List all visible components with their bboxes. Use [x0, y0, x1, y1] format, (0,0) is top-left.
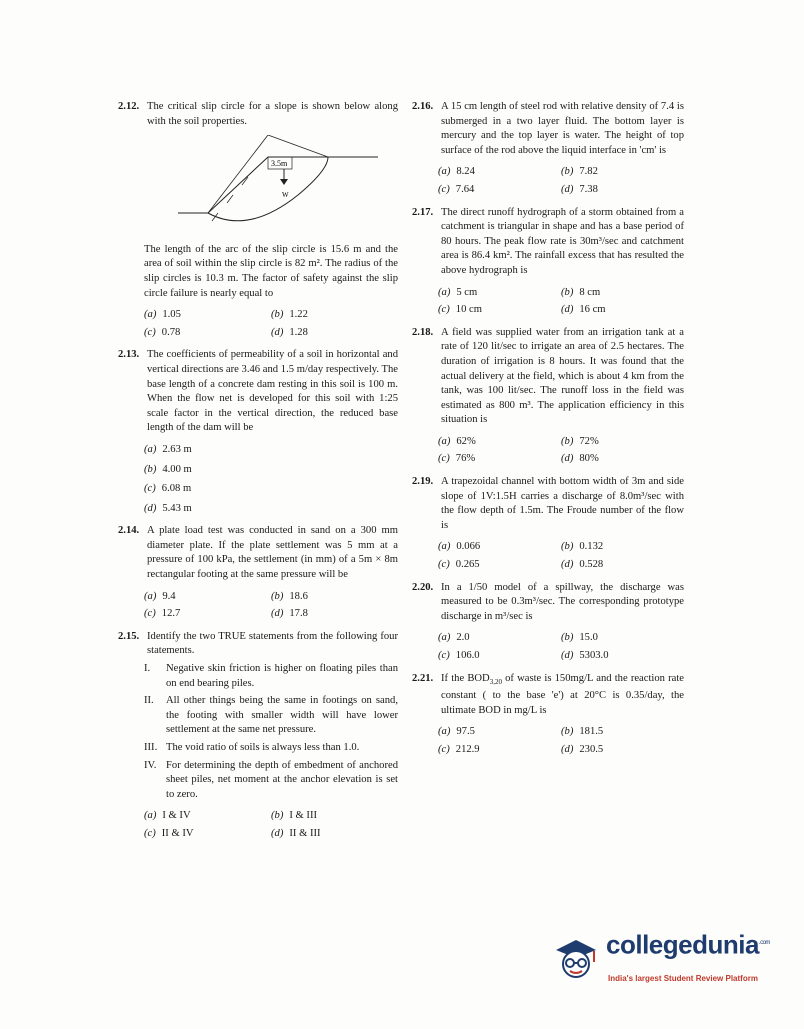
weight-label: W	[282, 191, 289, 200]
option-value: 97.5	[456, 726, 475, 738]
option-value: 1.22	[289, 309, 308, 321]
option-label: (b)	[561, 726, 574, 738]
question-2-20	[412, 581, 684, 664]
statement-number: I.	[144, 663, 151, 675]
statement-i	[144, 662, 398, 691]
radius-line-1	[208, 135, 268, 213]
option-value: 12.7	[161, 608, 181, 620]
option-d[interactable]	[561, 558, 684, 573]
option-c[interactable]	[144, 326, 271, 341]
slip-circle-figure	[178, 135, 378, 225]
option-label: (c)	[438, 183, 450, 195]
option-label: (a)	[438, 286, 451, 298]
question-2-21	[412, 672, 684, 758]
question-text: The critical slip circle for a slope is shown below along with the soil properties.	[147, 101, 398, 127]
option-label: (a)	[144, 443, 157, 455]
question-text: Identify the two TRUE statements from the following four statements.	[147, 630, 398, 657]
question-2-13	[118, 348, 398, 516]
question-text: A 15 cm length of steel rod with relative density of 7.4 is submerged in a two layer fluid. The bottom layer is mercury and the top layer is water. The height of top surface of the rod above the liquid interface in 'cm' is	[441, 101, 684, 156]
option-c[interactable]	[144, 827, 271, 842]
option-label: (b)	[561, 435, 574, 447]
question-text: A plate load test was conducted in sand on a 300 mm diameter plate. If the plate settlement was 5 mm at a pressure of 100 kPa, the settlement (in mm) of a 5m × 8m rectangular footing at the same pressure will be	[147, 525, 398, 581]
statement-number: III.	[144, 742, 158, 753]
option-label: (c)	[144, 326, 156, 338]
options-grid	[144, 590, 398, 622]
option-label: (c)	[438, 559, 450, 571]
question-text: The coefficients of permeability of a soil in horizontal and vertical directions are 3.46 and 1.5 m/day respectively. The base length of a concrete dam resting in this soil is 100 m. When the flow net is developed for this soil with 1:25 scale factor in the vertical direction, the reduced base length of the dam will be	[147, 349, 398, 434]
option-a[interactable]	[144, 443, 398, 458]
option-value: 80%	[579, 453, 599, 465]
question-number: 2.17.	[412, 206, 434, 218]
option-label: (d)	[271, 608, 284, 620]
option-label: (c)	[438, 453, 450, 465]
option-label: (d)	[561, 559, 574, 571]
option-value: I & III	[289, 810, 318, 822]
option-value: 5.43 m	[162, 502, 192, 514]
statement-number: IV.	[144, 759, 157, 771]
option-value: 76%	[455, 453, 476, 465]
option-label: (c)	[438, 744, 450, 756]
statement-text: All other things being the same in footings on sand, the footing with smaller width will have lower settlement at the same net pressure.	[166, 695, 398, 736]
collegedunia-logo[interactable]	[548, 930, 778, 990]
left-column	[118, 100, 398, 850]
option-c[interactable]	[144, 482, 398, 497]
brand-tagline: India's largest Student Review Platform	[608, 974, 758, 983]
option-b[interactable]	[271, 308, 398, 323]
question-text	[441, 672, 684, 719]
option-label: (a)	[144, 309, 157, 321]
option-value: 230.5	[579, 744, 604, 756]
option-label: (b)	[271, 590, 284, 602]
option-value: 17.8	[289, 608, 308, 620]
option-value: 6.08 m	[161, 483, 192, 495]
options-grid	[438, 165, 684, 197]
option-label: (d)	[561, 650, 574, 661]
option-value: 0.066	[456, 541, 481, 553]
option-value: 5303.0	[579, 650, 609, 661]
option-d[interactable]	[144, 502, 398, 517]
option-value: 16 cm	[579, 304, 606, 316]
option-label: (d)	[271, 827, 284, 839]
option-c[interactable]	[438, 452, 561, 467]
option-b[interactable]	[561, 725, 684, 740]
option-label: (a)	[438, 166, 451, 178]
option-label: (d)	[561, 183, 574, 195]
option-d[interactable]	[561, 183, 684, 198]
option-value: 0.78	[161, 326, 181, 338]
question-text-start: If the BOD	[441, 672, 490, 684]
option-d[interactable]	[271, 326, 398, 341]
option-b[interactable]	[561, 435, 684, 450]
option-a[interactable]	[438, 540, 561, 555]
option-label: (a)	[438, 435, 451, 447]
option-d[interactable]	[561, 649, 684, 664]
option-label: (b)	[561, 286, 574, 298]
option-b[interactable]	[561, 165, 684, 180]
option-label: (c)	[144, 827, 156, 839]
question-number: 2.20.	[412, 581, 434, 593]
question-text-continued: The length of the arc of the slip circle is 15.6 m and the area of soil within the slip circle is 82 m². The radius of the slip circles is 10.3 m. The factor of safety against the slip circle failure is nearly equal to	[144, 243, 398, 299]
option-d[interactable]	[561, 303, 684, 318]
option-value: II & IV	[161, 827, 194, 839]
option-label: (b)	[144, 463, 157, 475]
question-number: 2.19.	[412, 476, 434, 488]
options-grid	[438, 286, 684, 318]
option-label: (d)	[561, 304, 574, 316]
option-label: (b)	[271, 309, 284, 321]
radius-line-2	[268, 135, 328, 157]
option-a[interactable]	[438, 435, 561, 450]
question-number: 2.18.	[412, 326, 434, 338]
question-number: 2.15.	[118, 630, 140, 642]
option-value: 7.82	[579, 166, 598, 178]
option-c[interactable]	[438, 743, 561, 758]
option-label: (a)	[144, 590, 157, 602]
statement-iv	[144, 759, 398, 803]
option-value: 0.132	[579, 541, 604, 553]
option-label: (a)	[438, 726, 451, 738]
option-label: (d)	[271, 326, 284, 338]
option-c[interactable]	[144, 607, 271, 622]
options-grid	[438, 725, 684, 757]
question-2-19	[412, 475, 684, 573]
statement-iii	[144, 741, 398, 756]
question-number: 2.21.	[412, 672, 434, 684]
option-value: 8 cm	[579, 286, 601, 298]
option-a[interactable]	[438, 631, 561, 646]
options-grid	[144, 308, 398, 340]
option-label: (d)	[561, 744, 574, 756]
option-value: 181.5	[579, 726, 604, 738]
brand-name-text: collegedunia	[606, 929, 759, 960]
question-text: A field was supplied water from an irrigation tank at a rate of 120 lit/sec to irrigate an area of 2.5 hectares. The duration of irrigation is 8 hours. It was found that the actual delivery at the field, which is about 4 km from the tank, was 100 lit/sec. The runoff loss in the field was estimated as 800 m³. The application efficiency in this situation is	[441, 326, 684, 426]
option-b[interactable]	[271, 590, 398, 605]
option-value: 8.24	[456, 166, 475, 178]
option-c[interactable]	[438, 558, 561, 573]
question-2-16	[412, 100, 684, 198]
statements-list	[144, 662, 398, 802]
height-label: 3.5m	[271, 159, 288, 169]
question-2-12	[118, 100, 398, 340]
question-number: 2.13.	[118, 349, 140, 361]
option-b[interactable]	[561, 286, 684, 301]
option-value: I & IV	[162, 810, 191, 822]
option-label: (c)	[438, 304, 450, 316]
option-value: 7.38	[579, 183, 598, 195]
option-value: 0.528	[579, 559, 604, 571]
option-label: (b)	[561, 166, 574, 178]
question-2-15	[118, 630, 398, 842]
hatch-2	[227, 195, 233, 203]
question-text: In a 1/50 model of a spillway, the discharge was measured to be 0.3m³/sec. The corresponding prototype discharge in m³/sec is	[441, 581, 684, 622]
slope-face-line	[208, 157, 268, 213]
statement-text: For determining the depth of embedment of anchored sheet piles, net moment at the anchor elevation is set to zero.	[166, 759, 398, 800]
option-c[interactable]	[438, 183, 561, 198]
option-value: 212.9	[455, 744, 480, 756]
right-column	[412, 100, 684, 766]
option-b[interactable]	[561, 631, 684, 646]
option-label: (d)	[144, 502, 157, 514]
option-b[interactable]	[271, 809, 398, 824]
option-a[interactable]	[438, 286, 561, 301]
options-grid	[438, 435, 684, 467]
option-value: 4.00 m	[162, 463, 192, 475]
question-2-17	[412, 206, 684, 318]
bod-subscript: 3,20	[489, 677, 502, 686]
option-d[interactable]	[561, 743, 684, 758]
option-value: 1.28	[289, 326, 308, 338]
option-label: (b)	[561, 632, 574, 644]
option-a[interactable]	[144, 308, 271, 323]
option-d[interactable]	[271, 827, 398, 842]
option-value: 62%	[456, 435, 476, 447]
option-a[interactable]	[144, 809, 271, 824]
option-a[interactable]	[144, 590, 271, 605]
option-c[interactable]	[438, 303, 561, 318]
mascot-icon	[548, 930, 604, 986]
option-value: 72%	[579, 435, 599, 447]
question-text: A trapezoidal channel with bottom width of 3m and side slope of 1V:1.5H carries a discharge of 8.0m³/sec with the flow depth of 1.5m. The Froude number of the flow is	[441, 476, 684, 531]
question-number: 2.14.	[118, 525, 140, 537]
question-text: The direct runoff hydrograph of a storm obtained from a catchment is triangular in shape and has a base period of 80 hours. The peak flow rate is 30m³/sec and catchment area is 86.4 km². The rainfall excess that has resulted the above hydrograph is	[441, 206, 684, 276]
option-d[interactable]	[561, 452, 684, 467]
option-label: (c)	[438, 650, 450, 661]
question-number: 2.16.	[412, 101, 434, 112]
option-value: 1.05	[162, 309, 181, 321]
option-label: (b)	[561, 541, 574, 553]
option-a[interactable]	[438, 725, 561, 740]
option-label: (c)	[144, 483, 156, 495]
option-label: (a)	[144, 810, 157, 822]
option-label: (c)	[144, 608, 156, 620]
option-value: 106.0	[455, 650, 480, 661]
brand-name	[606, 929, 770, 960]
option-b[interactable]	[561, 540, 684, 555]
statement-text: The void ratio of soils is always less than 1.0.	[166, 742, 360, 753]
statement-number: II.	[144, 695, 154, 707]
option-a[interactable]	[438, 165, 561, 180]
option-value: 18.6	[289, 590, 308, 602]
option-label: (a)	[438, 632, 451, 644]
question-number: 2.12.	[118, 101, 140, 112]
statement-ii	[144, 694, 398, 738]
option-label: (b)	[271, 810, 284, 822]
option-d[interactable]	[271, 607, 398, 622]
question-2-14	[118, 524, 398, 622]
question-text-end: of waste is 150mg/L and the reaction rate constant ( to the base 'e') at 20°C is 0.35/day, the ultimate BOD in mg/L is	[441, 672, 684, 716]
option-label: (a)	[438, 541, 451, 553]
options-grid	[438, 631, 684, 663]
option-value: 0.265	[455, 559, 480, 571]
question-2-18	[412, 326, 684, 467]
options-grid	[438, 540, 684, 572]
option-value: 7.64	[455, 183, 475, 195]
option-b[interactable]	[144, 463, 398, 478]
option-value: 9.4	[162, 590, 176, 602]
option-value: II & III	[289, 827, 321, 839]
option-value: 10 cm	[455, 304, 482, 316]
statement-text: Negative skin friction is higher on floating piles than on end bearing piles.	[166, 663, 398, 689]
option-label: (d)	[561, 453, 574, 465]
option-value: 5 cm	[456, 286, 478, 298]
option-c[interactable]	[438, 649, 561, 664]
option-value: 15.0	[579, 632, 598, 644]
option-value: 2.63 m	[162, 443, 192, 455]
brand-dotcom: .com	[758, 940, 770, 946]
option-value: 2.0	[456, 632, 470, 644]
weight-arrow-head	[280, 179, 288, 185]
options-grid	[144, 809, 398, 841]
options-list	[144, 443, 398, 516]
